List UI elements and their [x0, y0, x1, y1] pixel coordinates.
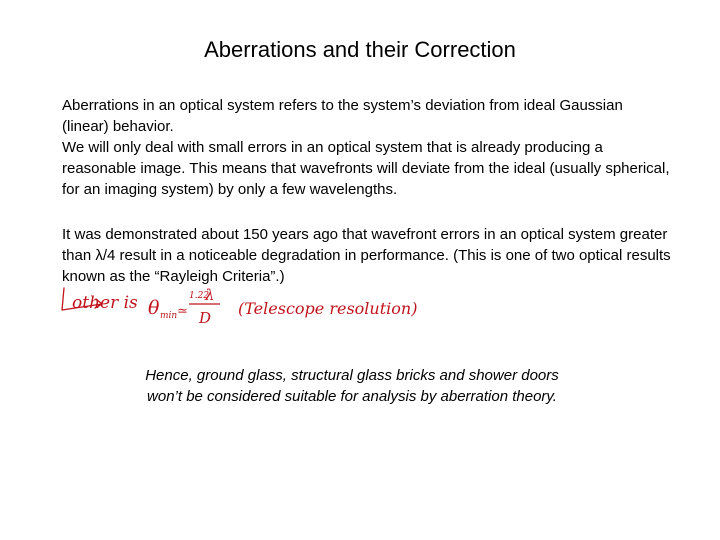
note-coefficient: 1.22	[189, 291, 210, 301]
closing-note	[92, 365, 612, 407]
note-other-is: other is	[72, 293, 138, 313]
slide-title: Aberrations and their Correction	[204, 37, 516, 62]
note-theta: θ	[148, 297, 160, 319]
intro-line-2: We will only deal with small errors in an optical system that is already producing a reasonable image. This means that wavefronts will deviate from the ideal (usually spherical, for an imaging system) by only a few wavelengths.	[62, 139, 670, 198]
closing-line-2: won’t be considered suitable for analysis by aberration theory.	[147, 388, 557, 405]
note-approx: ≃	[177, 304, 188, 319]
intro-line-1: Aberrations in an optical system refers to the system’s deviation from ideal Gaussian (linear) behavior.	[62, 97, 623, 135]
note-lambda: λ	[205, 286, 215, 304]
closing-line-1: Hence, ground glass, structural glass bricks and shower doors	[145, 367, 559, 384]
rayleigh-text: It was demonstrated about 150 years ago that wavefront errors in an optical system greater than λ/4 result in a noticeable degradation in performance. (This is one of two optical results known as the “Rayleigh Criteria”.)	[62, 226, 671, 285]
intro-paragraph	[62, 95, 672, 200]
note-telescope-resolution: (Telescope resolution)	[238, 299, 418, 318]
note-D: D	[199, 309, 212, 327]
handwritten-annotation	[58, 282, 418, 332]
rayleigh-paragraph	[62, 224, 672, 287]
note-min: min	[160, 311, 178, 321]
